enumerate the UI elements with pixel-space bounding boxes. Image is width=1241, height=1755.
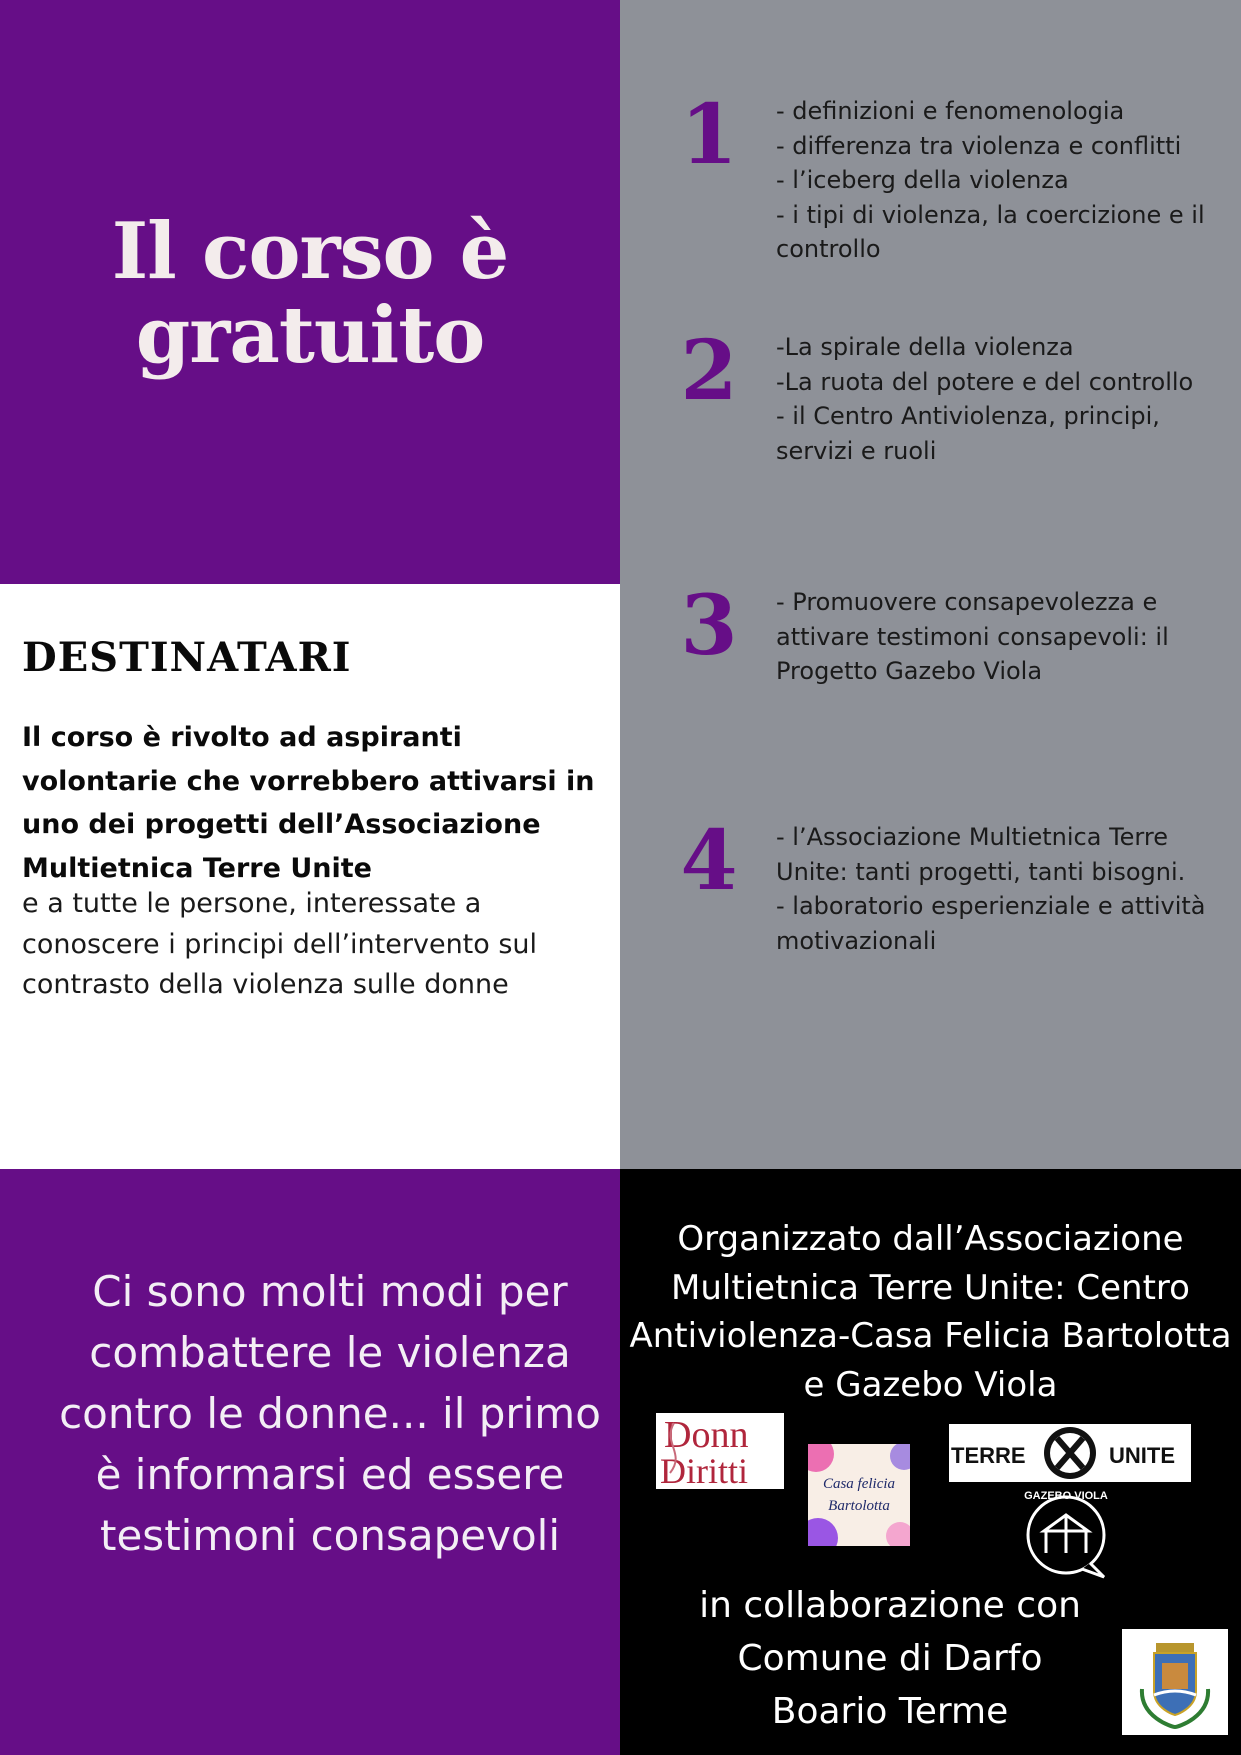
donne-diritti-icon — [656, 1413, 784, 1489]
gazebo-viola-logo — [1020, 1487, 1112, 1582]
destinatari-heading: DESTINATARI — [22, 634, 352, 681]
title-text: Il corso è gratuito — [111, 206, 509, 381]
module-text: -La spirale della violenza -La ruota del potere e del controllo - il Centro Antiviolenza, principi, servizi e ruoli — [776, 333, 1194, 465]
svg-text:GAZEBO VIOLA: GAZEBO VIOLA — [1024, 1490, 1108, 1502]
comune-darfo-crest — [1122, 1629, 1228, 1735]
destinatari-bold-text: Il corso è rivolto ad aspiranti volontarie che vorrebbero attivarsi in uno dei progetti dell’Associazione Multietnica Terre Unite — [22, 722, 595, 884]
title-panel — [0, 0, 620, 584]
casa-felicia-icon — [808, 1444, 910, 1546]
svg-text:Diritti: Diritti — [660, 1451, 748, 1489]
module-number: 3 — [680, 578, 738, 674]
module-number: 4 — [680, 813, 738, 909]
module-number: 1 — [680, 87, 738, 183]
quote-text: Ci sono molti modi per combattere le violenza contro le donne... il primo è informarsi ed essere testimoni consapevoli — [59, 1267, 601, 1560]
svg-text:Casa felicia: Casa felicia — [822, 1476, 896, 1492]
module-text: - definizioni e fenomenologia - differenza tra violenza e conflitti - l’iceberg della violenza - i tipi di violenza, la coercizione e il controllo — [776, 97, 1205, 263]
svg-text:Bartolotta: Bartolotta — [828, 1498, 890, 1514]
casa-felicia-logo — [808, 1444, 910, 1546]
terre-unite-icon — [949, 1424, 1191, 1482]
svg-text:UNITE: UNITE — [1109, 1443, 1175, 1468]
donne-diritti-logo — [656, 1413, 784, 1489]
module-text: - Promuovere consapevolezza e attivare testimoni consapevoli: il Progetto Gazebo Viola — [776, 588, 1169, 685]
organizer-panel — [620, 1169, 1241, 1755]
modules-panel — [620, 0, 1241, 1169]
gazebo-viola-icon — [1020, 1487, 1112, 1582]
module-number: 2 — [680, 323, 738, 419]
destinatari-panel — [0, 584, 620, 1169]
course-free-title — [0, 206, 620, 381]
svg-text:Donn: Donn — [664, 1414, 749, 1456]
destinatari-normal-text: e a tutte le persone, interessate a conoscere i principi dell’intervento sul contrasto della violenza sulle donne — [22, 888, 538, 1000]
terre-unite-logo — [949, 1424, 1191, 1482]
module-text: - l’Associazione Multietnica Terre Unite: tanti progetti, tanti bisogni. - laboratorio esperienziale e attività motivazionali — [776, 823, 1206, 955]
collaboration-text: in collaborazione con Comune di Darfo Boario Terme — [699, 1585, 1081, 1732]
municipal-crest-icon — [1122, 1629, 1228, 1735]
organizer-text: Organizzato dall’Associazione Multietnica Terre Unite: Centro Antiviolenza-Casa Felicia Bartolotta e Gazebo Viola — [629, 1219, 1232, 1405]
quote-panel — [0, 1169, 620, 1755]
svg-text:TERRE: TERRE — [951, 1443, 1026, 1468]
